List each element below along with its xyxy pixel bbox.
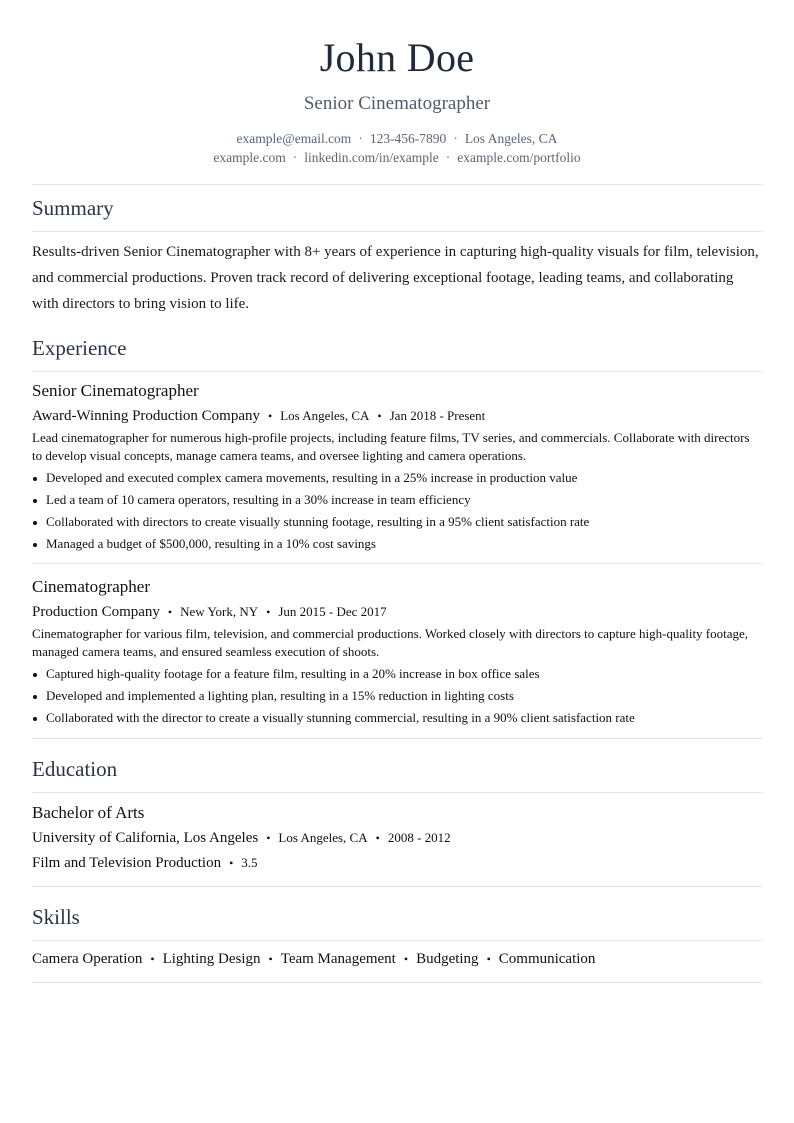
skills-heading: Skills (32, 905, 80, 929)
achievement-item: Managed a budget of $500,000, resulting in a 10% cost savings (32, 535, 762, 553)
achievement-item: Led a team of 10 camera operators, resulting in a 30% increase in team efficiency (32, 491, 762, 509)
contact-line-primary (32, 129, 762, 148)
contact-linkedin[interactable]: linkedin.com/in/example (304, 150, 439, 165)
education-meta (32, 827, 762, 849)
contact-location: Los Angeles, CA (464, 131, 558, 146)
experience-end-divider (32, 738, 762, 739)
field-of-study-line (32, 852, 762, 874)
separator-bullet: • (377, 409, 382, 423)
field-of-study: Film and Television Production (32, 855, 222, 871)
separator-bullet: • (486, 952, 491, 966)
candidate-title: Senior Cinematographer (303, 93, 491, 114)
job-description: Lead cinematographer for numerous high-profile projects, including feature films, TV series, and commercials. Collaborate with directors to develop visual concepts, manage camera teams, and oversee lighting and camera operations. (32, 430, 750, 463)
separator-bullet: • (266, 831, 271, 845)
summary-heading: Summary (32, 196, 114, 220)
school-location: Los Angeles, CA (278, 830, 368, 845)
job-entry-1 (32, 380, 762, 553)
achievement-item: Developed and executed complex camera movements, resulting in a 25% increase in production value (32, 469, 762, 487)
job-title: Cinematographer (32, 577, 151, 596)
job-meta (32, 405, 762, 427)
skill-item: Team Management (280, 951, 396, 967)
school-name: University of California, Los Angeles (32, 830, 259, 846)
resume-page (32, 0, 762, 983)
skill-item: Camera Operation (32, 951, 143, 967)
skill-item: Communication (498, 951, 596, 967)
degree: Bachelor of Arts (32, 803, 145, 822)
skill-item: Budgeting (416, 951, 479, 967)
job-entry-2 (32, 576, 762, 727)
achievement-item: Developed and implemented a lighting plan, resulting in a 15% reduction in lighting costs (32, 687, 762, 705)
summary-text: Results-driven Senior Cinematographer with 8+ years of experience in capturing high-quality visuals for film, television, and commercial productions. Proven track record of delivering exceptional footage, leading teams, and collaborating with directors to bring vision to life. (32, 244, 759, 312)
separator-dot: · (445, 150, 451, 165)
skills-divider (32, 940, 762, 941)
candidate-name: John Doe (319, 35, 475, 80)
experience-heading: Experience (32, 336, 127, 360)
header-divider (32, 184, 762, 185)
skills-end-divider (32, 982, 762, 983)
separator-bullet: • (375, 831, 380, 845)
job-achievements (32, 469, 762, 553)
education-divider (32, 792, 762, 793)
job-dates: Jun 2015 - Dec 2017 (278, 604, 387, 619)
separator-bullet: • (150, 952, 155, 966)
separator-bullet: • (167, 605, 173, 619)
job-achievements (32, 665, 762, 727)
contact-portfolio[interactable]: example.com/portfolio (457, 150, 581, 165)
separator-dot: · (453, 131, 458, 146)
job-meta (32, 601, 762, 623)
separator-dot: · (292, 150, 298, 165)
skills-list (32, 948, 762, 970)
achievement-item: Captured high-quality footage for a feature film, resulting in a 20% increase in box office sales (32, 665, 762, 683)
separator-bullet: • (403, 952, 409, 966)
skill-item: Lighting Design (162, 951, 261, 967)
separator-dot: · (358, 131, 363, 146)
contact-line-secondary (32, 148, 762, 167)
job-location: Los Angeles, CA (280, 408, 370, 423)
education-heading: Education (32, 757, 118, 781)
separator-bullet: • (268, 409, 273, 423)
education-end-divider (32, 886, 762, 887)
contact-website[interactable]: example.com (213, 150, 286, 165)
job-company: Production Company (32, 604, 160, 620)
education-dates: 2008 - 2012 (387, 830, 451, 845)
separator-bullet: • (268, 952, 273, 966)
gpa: 3.5 (241, 855, 258, 870)
education-entry (32, 802, 762, 874)
separator-bullet: • (229, 856, 234, 870)
achievement-item: Collaborated with the director to create a visually stunning commercial, resulting in a 90% client satisfaction rate (32, 709, 762, 727)
job-company: Award-Winning Production Company (32, 408, 260, 424)
summary-divider (32, 231, 762, 232)
job-divider (32, 563, 762, 564)
job-dates: Jan 2018 - Present (389, 408, 486, 423)
contact-email[interactable]: example@email.com (236, 131, 352, 146)
achievement-item: Collaborated with directors to create visually stunning footage, resulting in a 95% client satisfaction rate (32, 513, 762, 531)
separator-bullet: • (266, 605, 271, 619)
job-description: Cinematographer for various film, television, and commercial productions. Worked closely with directors to capture high-quality footage, managed camera teams, and ensured seamless execution of shoots. (32, 626, 749, 659)
contact-phone[interactable]: 123-456-7890 (369, 131, 447, 146)
experience-divider (32, 371, 762, 372)
job-title: Senior Cinematographer (32, 381, 199, 400)
job-location: New York, NY (180, 604, 259, 619)
resume-header (32, 34, 762, 167)
